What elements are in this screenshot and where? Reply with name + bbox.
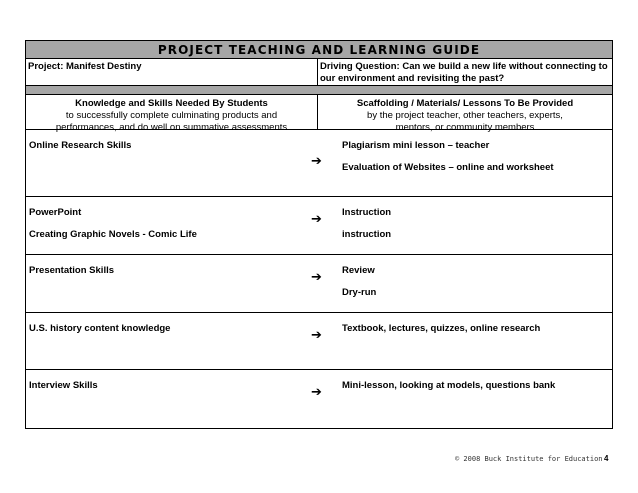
scaffold-item: Instruction — [342, 207, 392, 218]
knowledge-header-line1: to successfully complete culminating products and — [65, 110, 278, 121]
skill-row — [26, 130, 612, 197]
project-name: Project: Manifest Destiny — [26, 59, 318, 85]
skill-cell — [29, 140, 309, 152]
scaffold-cell — [342, 380, 612, 392]
skill-label: U.S. history content knowledge — [29, 323, 171, 334]
page-number: 4 — [604, 454, 609, 463]
title-bar — [26, 41, 612, 59]
arrow-icon: ➔ — [311, 384, 322, 399]
arrow-icon: ➔ — [311, 269, 322, 284]
driving-question: Driving Question: Can we build a new life without connecting to our environment and revisiting the past? — [320, 61, 608, 84]
skill-label: Presentation Skills — [29, 265, 115, 276]
divider-strip — [26, 86, 612, 95]
project-info-row — [26, 59, 612, 86]
knowledge-header-line2: performances, and do well on summative assessments — [55, 122, 288, 133]
skill-row — [26, 313, 612, 370]
scaffold-item: Plagiarism mini lesson – teacher — [342, 140, 490, 151]
scaffold-item: instruction — [342, 229, 392, 240]
skill-label: PowerPoint — [29, 207, 82, 218]
teaching-guide-table — [25, 40, 613, 429]
skill-cell — [29, 265, 309, 277]
skill-label: Online Research Skills — [29, 140, 132, 151]
skill-cell — [29, 323, 309, 335]
column-header-row — [26, 95, 612, 133]
skill-cell — [29, 380, 309, 392]
arrow-icon: ➔ — [311, 327, 322, 342]
scaffold-item: Dry-run — [342, 287, 377, 298]
skill-row — [26, 370, 612, 428]
knowledge-header — [26, 95, 318, 133]
scaffold-cell — [342, 140, 612, 174]
scaffolding-header-line1: by the project teacher, other teachers, experts, — [367, 110, 563, 121]
scaffolding-header-line2: mentors, or community members — [395, 122, 535, 133]
copyright-footer: © 2008 Buck Institute for Education — [455, 455, 603, 463]
arrow-icon: ➔ — [311, 153, 322, 168]
arrow-icon: ➔ — [311, 211, 322, 226]
scaffold-item: Evaluation of Websites – online and worksheet — [342, 162, 554, 173]
scaffold-item: Mini-lesson, looking at models, questions bank — [342, 380, 556, 391]
guide-title: PROJECT TEACHING AND LEARNING GUIDE — [157, 42, 481, 57]
skill-label: Interview Skills — [29, 380, 98, 391]
scaffolding-header-title: Scaffolding / Materials/ Lessons To Be Provided — [356, 98, 574, 109]
skill-label: Creating Graphic Novels - Comic Life — [29, 229, 197, 240]
scaffold-cell — [342, 207, 612, 241]
scaffold-cell — [342, 323, 612, 335]
skill-cell — [29, 207, 309, 241]
scaffold-item: Textbook, lectures, quizzes, online research — [342, 323, 541, 334]
knowledge-header-title: Knowledge and Skills Needed By Students — [75, 98, 268, 109]
scaffold-item: Review — [342, 265, 375, 276]
scaffold-cell — [342, 265, 612, 299]
skill-row — [26, 255, 612, 313]
skill-row — [26, 197, 612, 255]
scaffolding-header — [318, 95, 612, 133]
